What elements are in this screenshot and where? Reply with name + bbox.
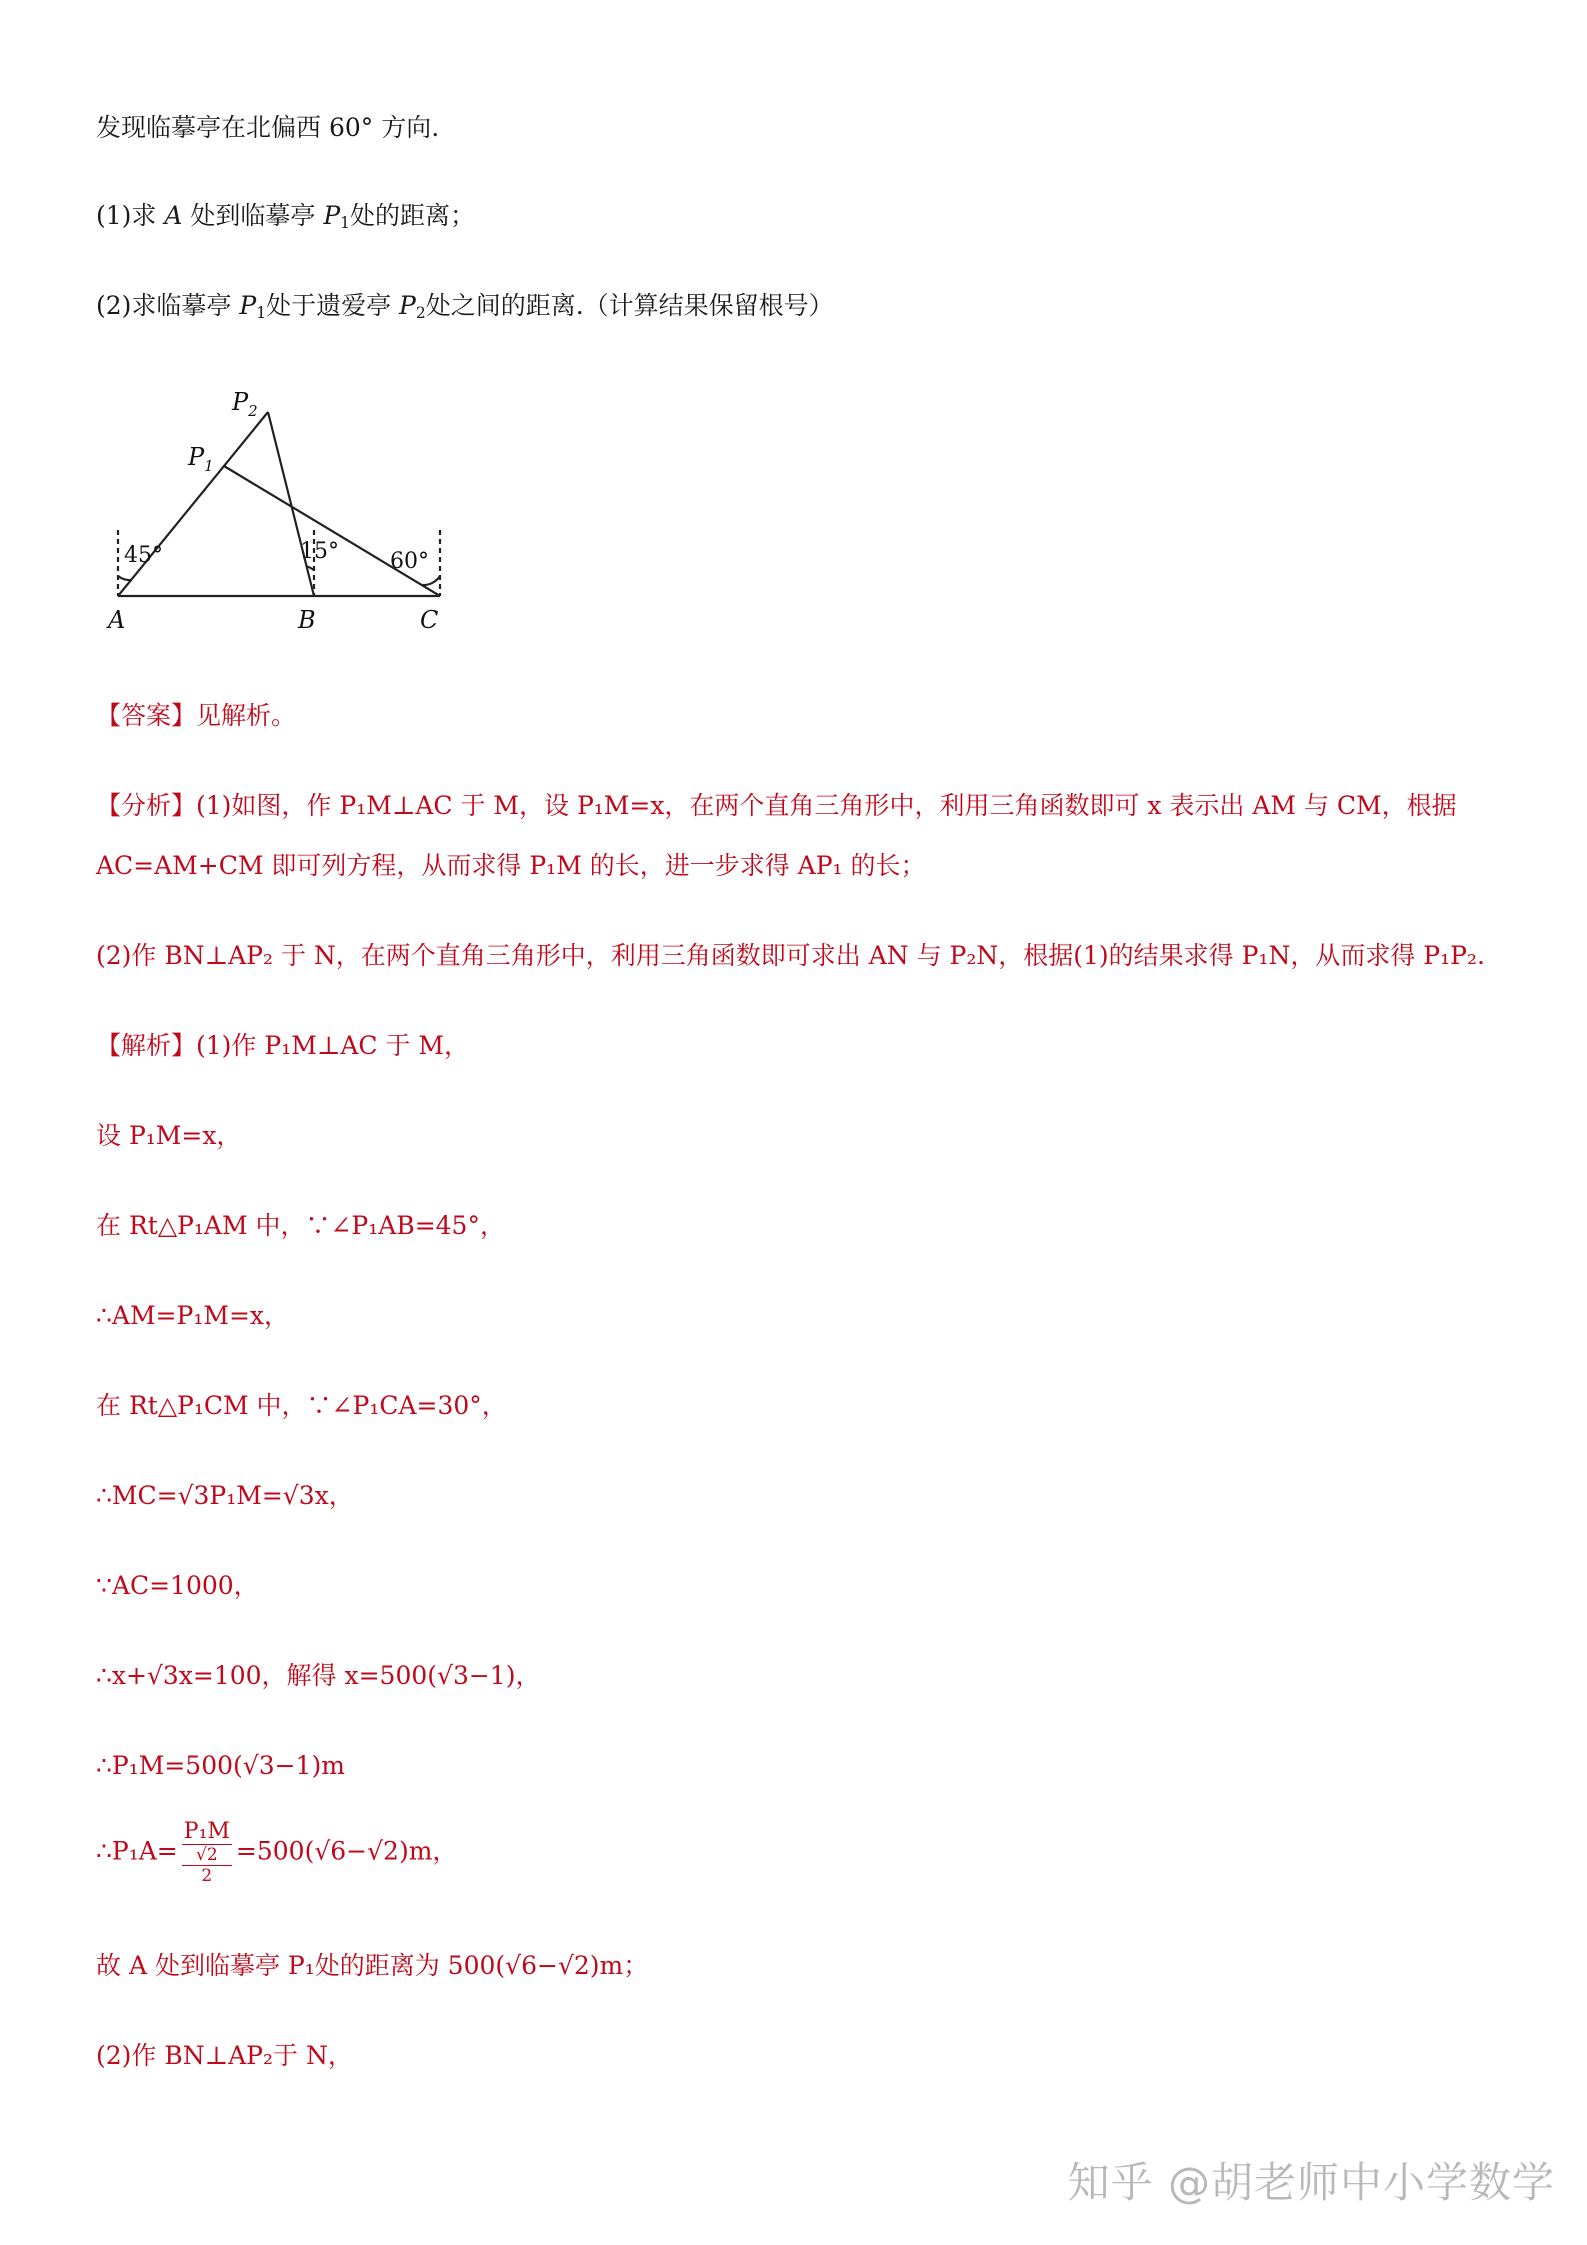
zhihu-watermark: 知乎 @胡老师中小学数学 (1067, 2158, 1555, 2207)
angle-label-60: 60° (390, 549, 429, 574)
geometry-figure (100, 380, 460, 640)
question-2: (2)求临摹亭 $P_1$处于遗爱亭 $P_2$处之间的距离.（计算结果保留根号） (96, 291, 834, 322)
label-a: A (108, 606, 126, 634)
answer-line: 【答案】见解析。 (96, 701, 297, 730)
answer-tag: 【答案】 (96, 701, 197, 730)
angle-label-45: 45° (124, 543, 163, 568)
angle-arc-a (118, 576, 132, 580)
solution-line-5: 在 Rt△P₁CM 中，∵∠P₁CA=30°， (96, 1391, 507, 1420)
solution-line-3: 在 Rt△P₁AM 中，∵∠P₁AB=45°， (96, 1211, 505, 1240)
solution-line-1: 【解析】(1)作 P₁M⊥AC 于 M， (96, 1031, 470, 1060)
solution-line-4: ∴AM=P₁M=x， (96, 1301, 289, 1330)
segment-p2b (268, 412, 314, 596)
problem-line-1: 发现临摹亭在北偏西 60° 方向. (96, 113, 440, 142)
solution-line-6: ∴MC=√3P₁M=√3x， (96, 1481, 354, 1510)
analysis-line-3: (2)作 BN⊥AP₂ 于 N，在两个直角三角形中，利用三角函数即可求出 AN 与 P₂N，根据(1)的结果求得 P₁N，从而求得 P₁P₂. (96, 941, 1485, 970)
label-p1: $P_1$ (188, 443, 214, 475)
solution-line-7: ∵AC=1000， (96, 1571, 259, 1600)
angle-label-15: 15° (300, 539, 339, 564)
solution-line-8: ∴x+√3x=100，解得 x=500(√3−1)， (96, 1661, 541, 1690)
fraction: P₁M √2 2 (183, 1819, 230, 1886)
analysis-line-1: 【分析】(1)如图，作 P₁M⊥AC 于 M，设 P₁M=x，在两个直角三角形中，利用三角函数即可 x 表示出 AM 与 CM，根据 (96, 791, 1457, 820)
analysis-tag: 【分析】 (96, 791, 197, 820)
solution-line-2: 设 P₁M=x， (96, 1121, 242, 1150)
segment-ap2 (118, 412, 268, 596)
label-c: C (420, 606, 439, 634)
solution-tag: 【解析】 (96, 1031, 197, 1060)
solution-line-10: ∴P₁A= P₁M √2 2 =500(√6−√2)m， (96, 1819, 458, 1886)
label-b: B (298, 606, 316, 634)
angle-arc-c (422, 576, 440, 585)
question-1: (1)求 A 处到临摹亭 $P_1$处的距离； (96, 201, 476, 232)
segment-p1c (224, 466, 440, 596)
solution-line-11: 故 A 处到临摹亭 P₁处的距离为 500(√6−√2)m； (96, 1951, 649, 1980)
label-p2: $P_2$ (232, 388, 258, 420)
solution-line-9: ∴P₁M=500(√3−1)m (96, 1751, 345, 1780)
analysis-line-2: AC=AM+CM 即可列方程，从而求得 P₁M 的长，进一步求得 AP₁ 的长； (96, 851, 926, 880)
solution-line-12: (2)作 BN⊥AP₂于 N， (96, 2041, 353, 2070)
